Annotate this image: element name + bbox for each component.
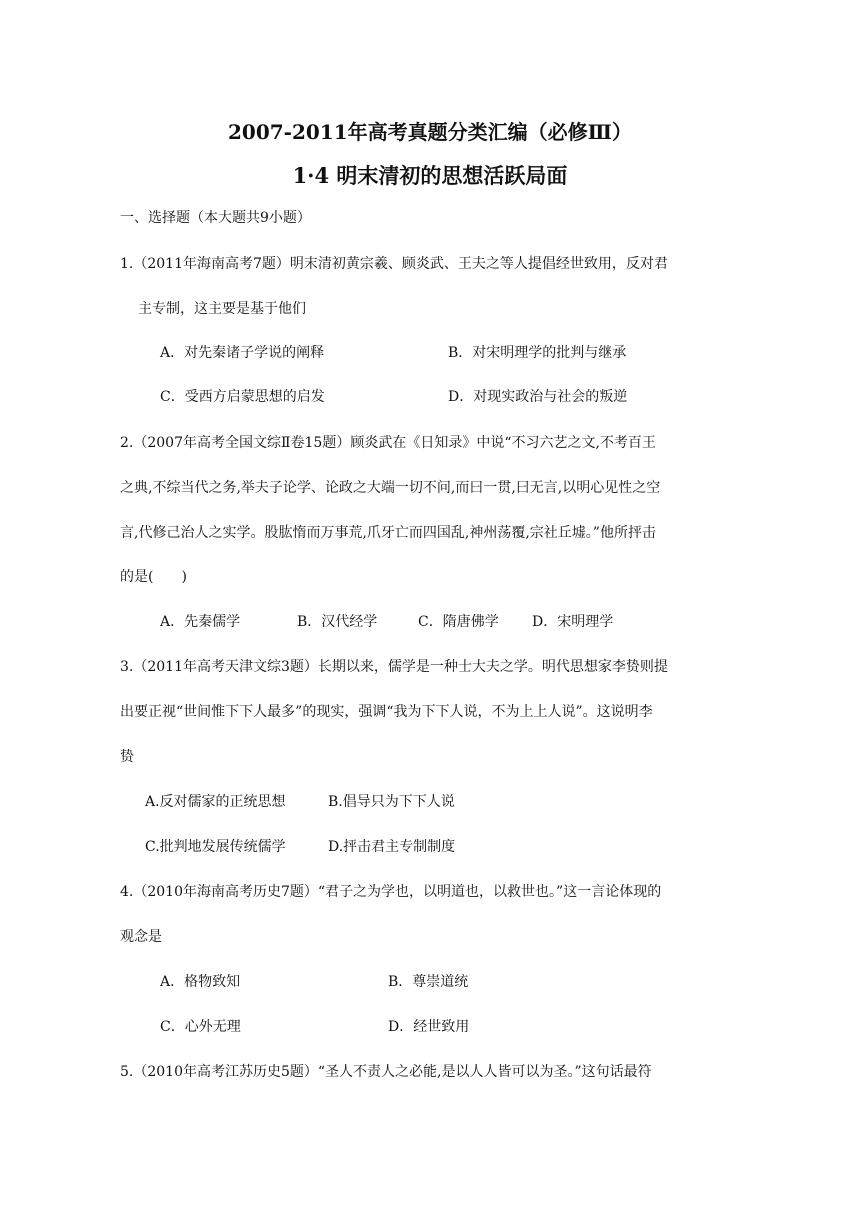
question-1-line-2: 主专制，这主要是基于他们 [138, 301, 306, 317]
question-1-line-1: 1.（2011年海南高考7题）明末清初黄宗羲、顾炎武、王夫之等人提倡经世致用，反对君 [120, 256, 668, 272]
question-4-option-b: B．尊崇道统 [388, 974, 469, 990]
section-title: 1·4 明末清初的思想活跃局面 [292, 163, 568, 188]
question-2-option-a: A．先秦儒学 [160, 614, 241, 630]
question-2-line-3: 言,代修己治人之实学。股肱惰而万事荒,爪牙亡而四国乱,神州荡覆,宗社丘墟。”他所抨击 [120, 525, 656, 541]
question-1-option-c: C．受西方启蒙思想的启发 [160, 389, 325, 405]
question-2-option-d: D．宋明理学 [532, 614, 614, 630]
question-4-option-a: A．格物致知 [160, 974, 241, 990]
question-4-option-d: D．经世致用 [388, 1019, 470, 1035]
question-3-option-b: B.倡导只为下下人说 [328, 794, 455, 810]
question-2-line-4: 的是( ) [120, 569, 187, 585]
question-2-line-2: 之典,不综当代之务,举夫子论学、论政之大端一切不问,而曰一贯,曰无言,以明心见性之空 [120, 480, 661, 496]
question-3-option-a: A.反对儒家的正统思想 [145, 794, 286, 810]
question-4-option-c: C．心外无理 [160, 1019, 241, 1035]
question-2-option-b: B．汉代经学 [297, 614, 378, 630]
question-3-line-3: 贽 [120, 749, 134, 765]
question-3-line-1: 3.（2011年高考天津文综3题）长期以来，儒学是一种士大夫之学。明代思想家李贽则提 [120, 659, 668, 675]
question-2-option-c: C．隋唐佛学 [418, 614, 499, 630]
question-5-line-1: 5.（2010年高考江苏历史5题）“圣人不责人之必能,是以人人皆可以为圣。”这句话最符 [120, 1064, 652, 1080]
section-header: 一、选择题（本大题共9小题） [120, 210, 311, 226]
question-1-option-a: A．对先秦诸子学说的阐释 [160, 345, 325, 361]
question-3-option-c: C.批判地发展传统儒学 [145, 839, 286, 855]
question-3-option-d: D.抨击君主专制制度 [328, 839, 456, 855]
question-3-line-2: 出要正视“世间惟下下人最多”的现实，强调“我为下下人说，不为上上人说”。这说明李 [120, 704, 653, 720]
question-1-option-d: D．对现实政治与社会的叛逆 [448, 389, 628, 405]
question-4-line-1: 4.（2010年海南高考历史7题）“君子之为学也，以明道也，以救世也。”这一言论体现的 [120, 884, 662, 900]
document-title: 2007-2011年高考真题分类汇编（必修Ⅲ） [228, 120, 632, 144]
question-2-line-1: 2.（2007年高考全国文综Ⅱ卷15题）顾炎武在《日知录》中说“不习六艺之文,不考百王 [120, 435, 656, 451]
question-4-line-2: 观念是 [120, 929, 162, 945]
question-1-option-b: B．对宋明理学的批判与继承 [448, 345, 627, 361]
